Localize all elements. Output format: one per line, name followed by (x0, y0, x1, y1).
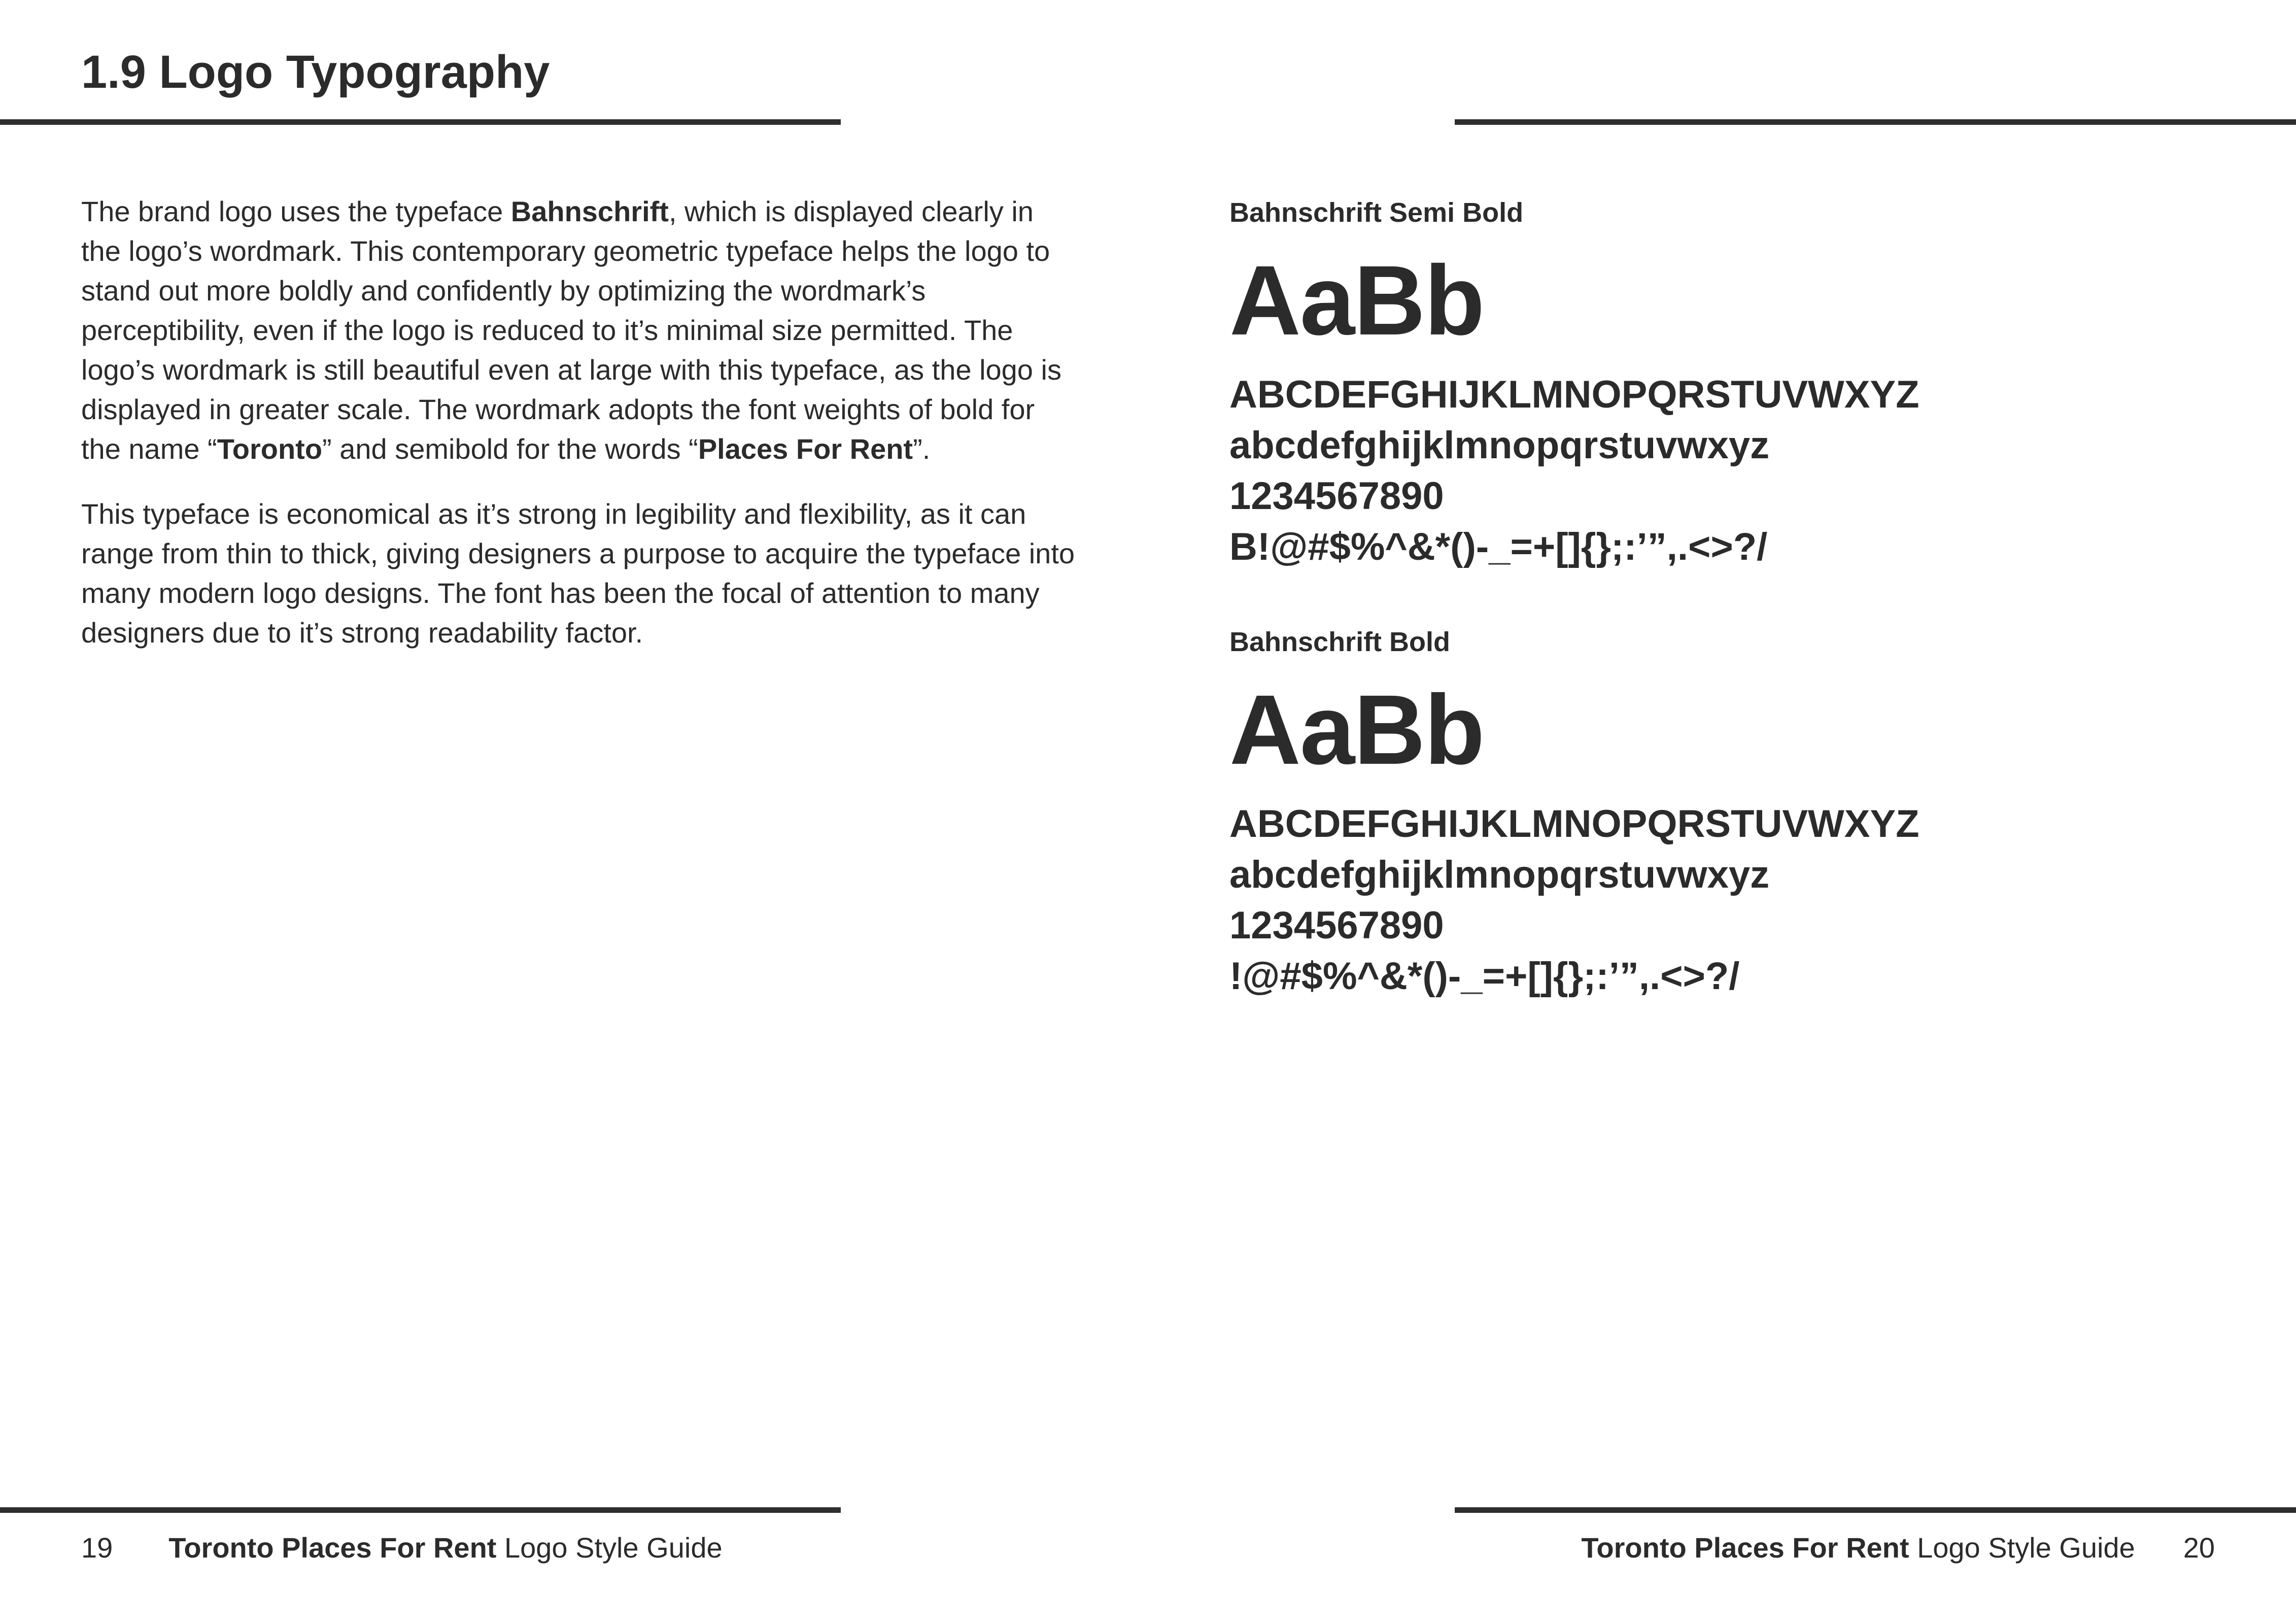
specimen-label: Bahnschrift Bold (1229, 627, 1451, 657)
footer-rule-left (0, 1507, 841, 1513)
specimen-numbers: 1234567890 (1229, 475, 1444, 518)
intro-paragraph-2: This typeface is economical as it’s strong in legibility and flexibility, as it can range from thin to thick, giving designers a purpose to acquire the typeface into many modern logo designs. The font has been the focal of attention to many designers due to it’s strong readability factor. (81, 498, 1075, 649)
specimen-lowercase: abcdefghijklmnopqrstuvwxyz (1229, 424, 1770, 467)
intro-text-run: , which is displayed clearly in the logo’s wordmark. This contemporary geometric typeface helps the logo to stand out more boldly and confidently by optimizing the wordmark’s perceptibility, even if the logo is reduced to it’s minimal size permitted. The logo’s wordmark is still beautiful even at large with this typeface, as the logo is displayed in greater scale. The wordmark adopts the font weights of bold for the name “ (81, 195, 1061, 465)
specimen-sample: AaBb (1229, 674, 1484, 785)
brand-name-places-for-rent: Places For Rent (698, 433, 913, 465)
footer-guide: Logo Style Guide (1917, 1532, 2135, 1564)
specimen-uppercase: ABCDEFGHIJKLMNOPQRSTUVWXYZ (1229, 802, 1920, 845)
header-rule-left (0, 119, 841, 125)
footer-guide: Logo Style Guide (504, 1532, 723, 1564)
page-number: 19 (81, 1532, 113, 1564)
intro-text (81, 192, 1076, 678)
footer-brand: Toronto Places For Rent (168, 1532, 497, 1564)
specimen-uppercase: ABCDEFGHIJKLMNOPQRSTUVWXYZ (1229, 373, 1920, 416)
specimen-semibold (1229, 197, 1940, 572)
typeface-name: Bahnschrift (510, 195, 669, 227)
page-title: 1.9 Logo Typography (81, 46, 550, 98)
footer-brand: Toronto Places For Rent (1581, 1532, 1909, 1564)
specimen-label: Bahnschrift Semi Bold (1229, 197, 1524, 228)
intro-paragraph-1 (81, 192, 1076, 469)
intro-text-run: The brand logo uses the typeface (81, 195, 511, 227)
specimen-numbers: 1234567890 (1229, 904, 1444, 947)
footer-right (1581, 1530, 2215, 1566)
footer-rule-right (1455, 1507, 2296, 1513)
page-number: 20 (2183, 1532, 2215, 1564)
header-rule-right (1455, 119, 2296, 125)
specimen-symbols: !@#$%^&*()-_=+[]{};:’”,.<>?/ (1229, 955, 1740, 998)
specimen-bold (1229, 626, 1940, 1002)
footer-left (81, 1530, 723, 1566)
intro-text-run: ”. (913, 433, 931, 465)
brand-name-toronto: Toronto (217, 433, 323, 465)
specimen-lowercase: abcdefghijklmnopqrstuvwxyz (1229, 853, 1770, 896)
specimen-sample: AaBb (1229, 245, 1484, 356)
intro-text-run: ” and semibold for the words “ (322, 433, 698, 465)
specimen-symbols: B!@#$%^&*()-_=+[]{};:’”,.<>?/ (1229, 525, 1768, 568)
